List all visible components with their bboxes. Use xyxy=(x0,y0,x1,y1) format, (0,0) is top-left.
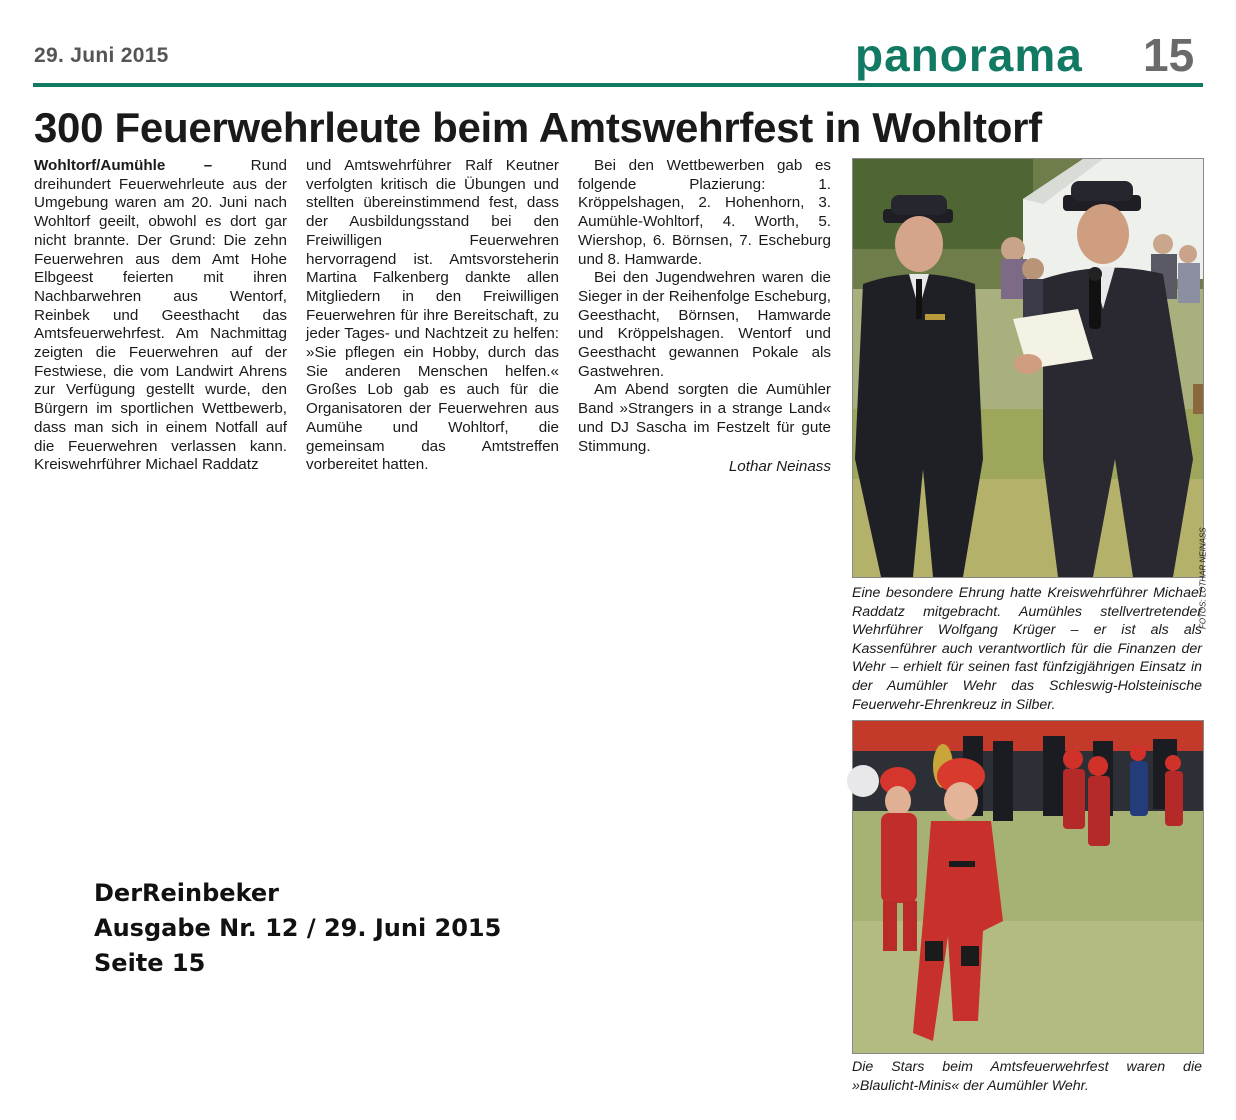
article-column-2 xyxy=(306,157,559,475)
photo-blaulicht-minis-image xyxy=(853,721,1203,1053)
article-column-1 xyxy=(34,157,287,475)
article-lead: Wohltorf/Aumühle – xyxy=(34,157,213,174)
photo-award-ceremony xyxy=(852,158,1208,629)
source-publication: DerReinbeker xyxy=(94,879,279,907)
article-paragraph-1 xyxy=(34,157,287,475)
source-issue: Ausgabe Nr. 12 / 29. Juni 2015 xyxy=(94,914,502,942)
page-number: 15 xyxy=(1143,29,1195,81)
article-paragraph-3: Bei den Wettbewerben gab es folgende Plazierung: 1. Kröppelshagen, 2. Hohenhorn, 3. Aumühle-Wohltorf, 4. Worth, 5. Wiershop, 6. Börnsen, 7. Escheburg und 8. Hamwarde. xyxy=(578,157,831,268)
article-headline: 300 Feuerwehrleute beim Amtswehrfest in Wohltorf xyxy=(34,104,1042,151)
source-page: Seite 15 xyxy=(94,949,206,977)
article-paragraph-2: und Amtswehrführer Ralf Keutner verfolgten kritisch die Übungen und stellten übereinstimmend fest, dass der Ausbildungsstand bei den Freiwilligen Feuerwehren hervorragend ist. Amtsvorsteherin Martina Falkenberg dankte allen Mitgliedern in den Freiwilligen Feuerwehren für ihre Bereitschaft, zu jeder Tages- und Nachtzeit zu helfen: »Sie pflegen ein Hobby, durch das Sie anderen Menschen helfen.« Großes Lob gab es auch für die Organisatoren der Feuerwehren aus Aumühe und Wohltorf, die gemeinsam das Amtstreffen vorbereitet hatten. xyxy=(306,157,559,474)
article-paragraph-1-text: Rund dreihundert Feuerwehrleute aus der Umgebung waren am 20. Juni nach Wohltorf geeilt, obwohl es dort gar nicht brannte. Der Grund: Die zehn Feuerwehren aus dem Amt Hohe Elbgeest feierten mit ihren Nachbarwehren aus Wentorf, Reinbek und Geesthacht das Amtsfeuerwehrfest. Am Nachmittag zeigten die Feuerwehren auf der Festwiese, die vom Landwirt Ahrens zur Verfügung gestellt wurde, den Bürgern im sportlichen Wettbewerb, dass man sich in einem Notfall auf die Feuerwehren verlassen kann. Kreiswehrführer Michael Raddatz xyxy=(34,157,287,474)
article-author: Lothar Neinass xyxy=(728,458,831,476)
photo-credit: FOTOS: LOTHAR NEINASS xyxy=(1199,527,1208,629)
header-rule xyxy=(33,83,1203,87)
header-date: 29. Juni 2015 xyxy=(34,44,169,67)
photo-blaulicht-minis xyxy=(852,720,1204,1054)
article-paragraph-5: Am Abend sorgten die Aumühler Band »Strangers in a strange Land« und DJ Sascha im Festzelt für gute Stimmung. xyxy=(578,381,831,455)
section-title: panorama xyxy=(855,29,1083,81)
photo-caption-1: Eine besondere Ehrung hatte Kreiswehrführer Michael Raddatz mitgebracht. Aumühles stellvertretender Wehrführer Wolfgang Krüger – er ist als als Kassenführer auch verantwortlich für die Finanzen der Wehr – erhielt für seinen fast fünfzigjährigen Einsatz in der Aumühler Wehr das Schleswig-Holsteinische Feuerwehr-Ehrenkreuz in Silber. xyxy=(852,585,1202,713)
article-paragraph-4: Bei den Jugendwehren waren die Sieger in der Reihenfolge Escheburg, Geesthacht, Börnsen, Hamwarde und Kröppelshagen. Wentorf und Geesthacht gewannen Pokale als Gastwehren. xyxy=(578,269,831,380)
source-citation xyxy=(94,876,501,981)
photo-award-ceremony-image xyxy=(853,159,1203,577)
photo-caption-2: Die Stars beim Amtsfeuerwehrfest waren die »Blaulicht-Minis« der Aumühler Wehr. xyxy=(852,1059,1202,1094)
article-column-3 xyxy=(578,157,831,477)
